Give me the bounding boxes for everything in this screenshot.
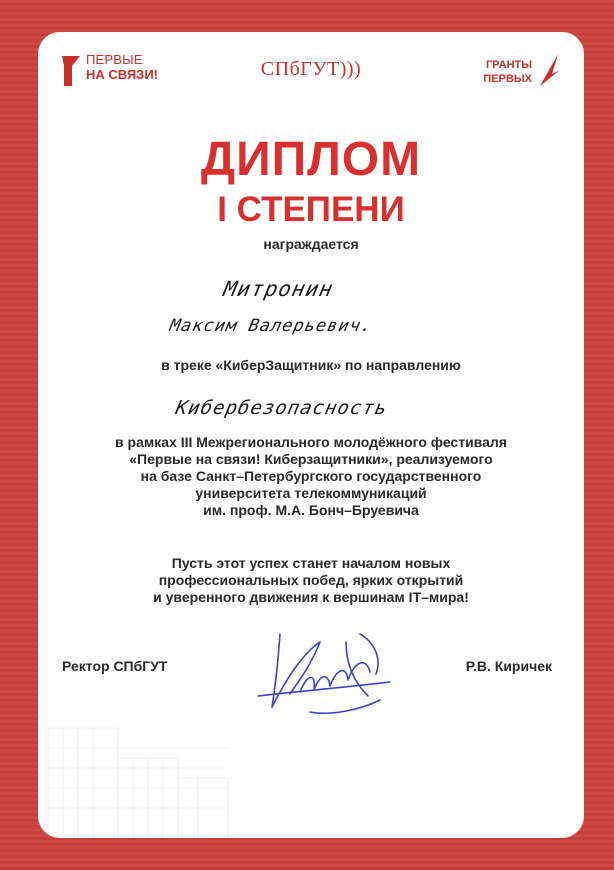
body-line: на базе Санкт–Петербургского государственного <box>140 468 482 484</box>
recipient-surname: Митронин <box>221 277 336 301</box>
wish-text <box>58 555 564 606</box>
wish-line: Пусть этот успех станет началом новых <box>171 555 451 571</box>
diploma-sheet <box>38 32 584 838</box>
wish-line: и уверенного движения к вершинам IT–мира! <box>153 589 469 605</box>
body-line: в рамках III Межрегионального молодёжного фестиваля <box>115 434 507 450</box>
right-logo-line2: ПЕРВЫХ <box>483 73 532 85</box>
left-logo-line2: НА СВЯЗИ! <box>86 67 159 82</box>
building-watermark <box>38 668 258 838</box>
spbgut-logo: СПбГУТ))) <box>260 58 362 80</box>
arrow-logo-icon <box>536 52 562 88</box>
direction-text: Кибербезопасность <box>173 397 390 419</box>
diploma-title: ДИПЛОМ <box>200 133 422 186</box>
track-text: в треке «КиберЗащитник» по направлению <box>161 357 461 373</box>
festival-description <box>58 434 564 519</box>
body-line: университета телекоммуникаций <box>195 485 427 501</box>
body-line: «Первые на связи! Киберзащитники», реализуемого <box>129 451 493 467</box>
wish-line: профессиональных побед, ярких открытий <box>158 572 464 588</box>
awarded-label: награждается <box>263 236 359 252</box>
rector-name: Р.В. Киричек <box>465 658 552 674</box>
body-line: им. проф. М.А. Бонч–Бруевича <box>203 502 419 518</box>
left-logo-line1: ПЕРВЫЕ <box>86 52 143 67</box>
rector-title: Ректор СПбГУТ <box>62 658 168 674</box>
diploma-degree: I СТЕПЕНИ <box>217 190 405 229</box>
recipient-given-names: Максим Валерьевич. <box>167 316 375 336</box>
right-logo-line1: ГРАНТЫ <box>486 59 532 71</box>
granty-pervyh-logo <box>456 48 566 92</box>
rector-signature <box>250 612 400 722</box>
